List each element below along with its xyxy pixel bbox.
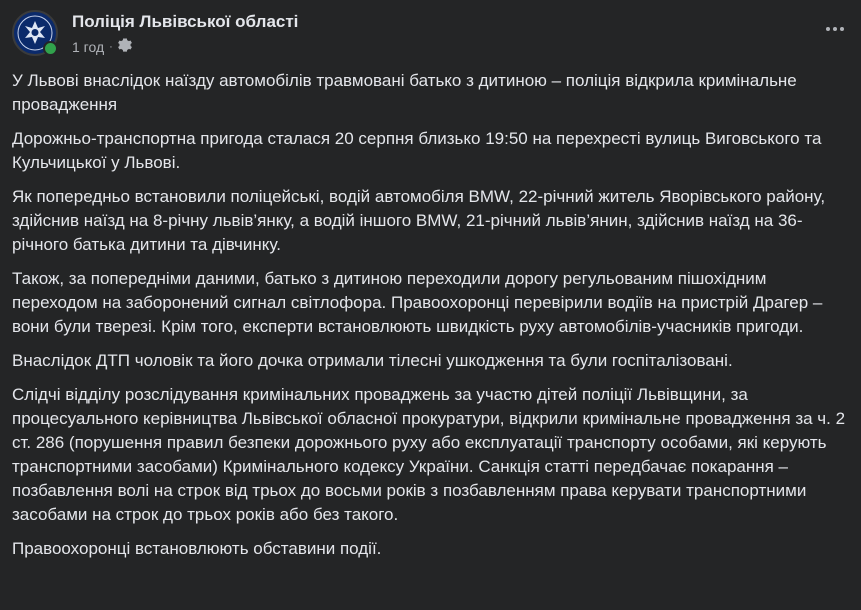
online-status-dot <box>43 41 58 56</box>
page-name-link[interactable]: Поліція Львівської області <box>72 12 299 31</box>
post-header <box>12 10 849 60</box>
meta-separator: · <box>109 40 113 53</box>
post-paragraph: У Львові внаслідок наїзду автомобілів травмовані батько з дитиною – поліція відкрила кримінальне провадження <box>12 71 797 114</box>
more-options-button[interactable] <box>821 20 849 38</box>
post-paragraph: Слідчі відділу розслідування кримінальних проваджень за участю дітей поліції Львівщини, за процесуального керівництва Львівської обласної прокуратури, відкрили кримінальне провадження за ч. 2 ст. 286 (порушення правил безпеки дорожнього руху або експлуатації транспорту особами, які керують транспортними засобами) Кримінального кодексу України. Санкція статті передбачає покарання – позбавлення волі на строк від трьох до восьми років з позбавленням права керувати транспортними засобами на строк до трьох років або без такого. <box>12 385 846 524</box>
post-meta <box>72 38 132 55</box>
gear-icon[interactable] <box>118 38 132 55</box>
more-dot <box>833 27 837 31</box>
post-paragraph: Як попередньо встановили поліцейські, водій автомобіля BMW, 22-річний житель Яворівського району, здійснив наїзд на 8-річну львів’янку, а водій іншого BMW, 21-річний львів’янин, здійснив наїзд на 36-річного батька дитини та дівчинку. <box>12 187 826 254</box>
page-avatar[interactable] <box>12 10 58 56</box>
post-timestamp[interactable]: 1 год <box>72 38 105 55</box>
more-horizontal-icon <box>826 27 830 31</box>
more-dot <box>840 27 844 31</box>
post-paragraph: Правоохоронці встановлюють обставини події. <box>12 539 382 558</box>
post-paragraph: Дорожньо-транспортна пригода сталася 20 серпня близько 19:50 на перехресті вулиць Виговського та Кульчицької у Львові. <box>12 129 822 172</box>
post-paragraph: Також, за попередніми даними, батько з дитиною переходили дорогу регульованим пішохідним переходом на заборонений сигнал світлофора. Правоохоронці перевірили водіїв на пристрій Драгер – вони були тверезі. Крім того, експерти встановлюють швидкість руху автомобілів-учасників пригоди. <box>12 269 823 336</box>
post-paragraph: Внаслідок ДТП чоловік та його дочка отримали тілесні ушкодження та були госпіталізовані. <box>12 351 733 370</box>
post-text <box>12 69 847 571</box>
